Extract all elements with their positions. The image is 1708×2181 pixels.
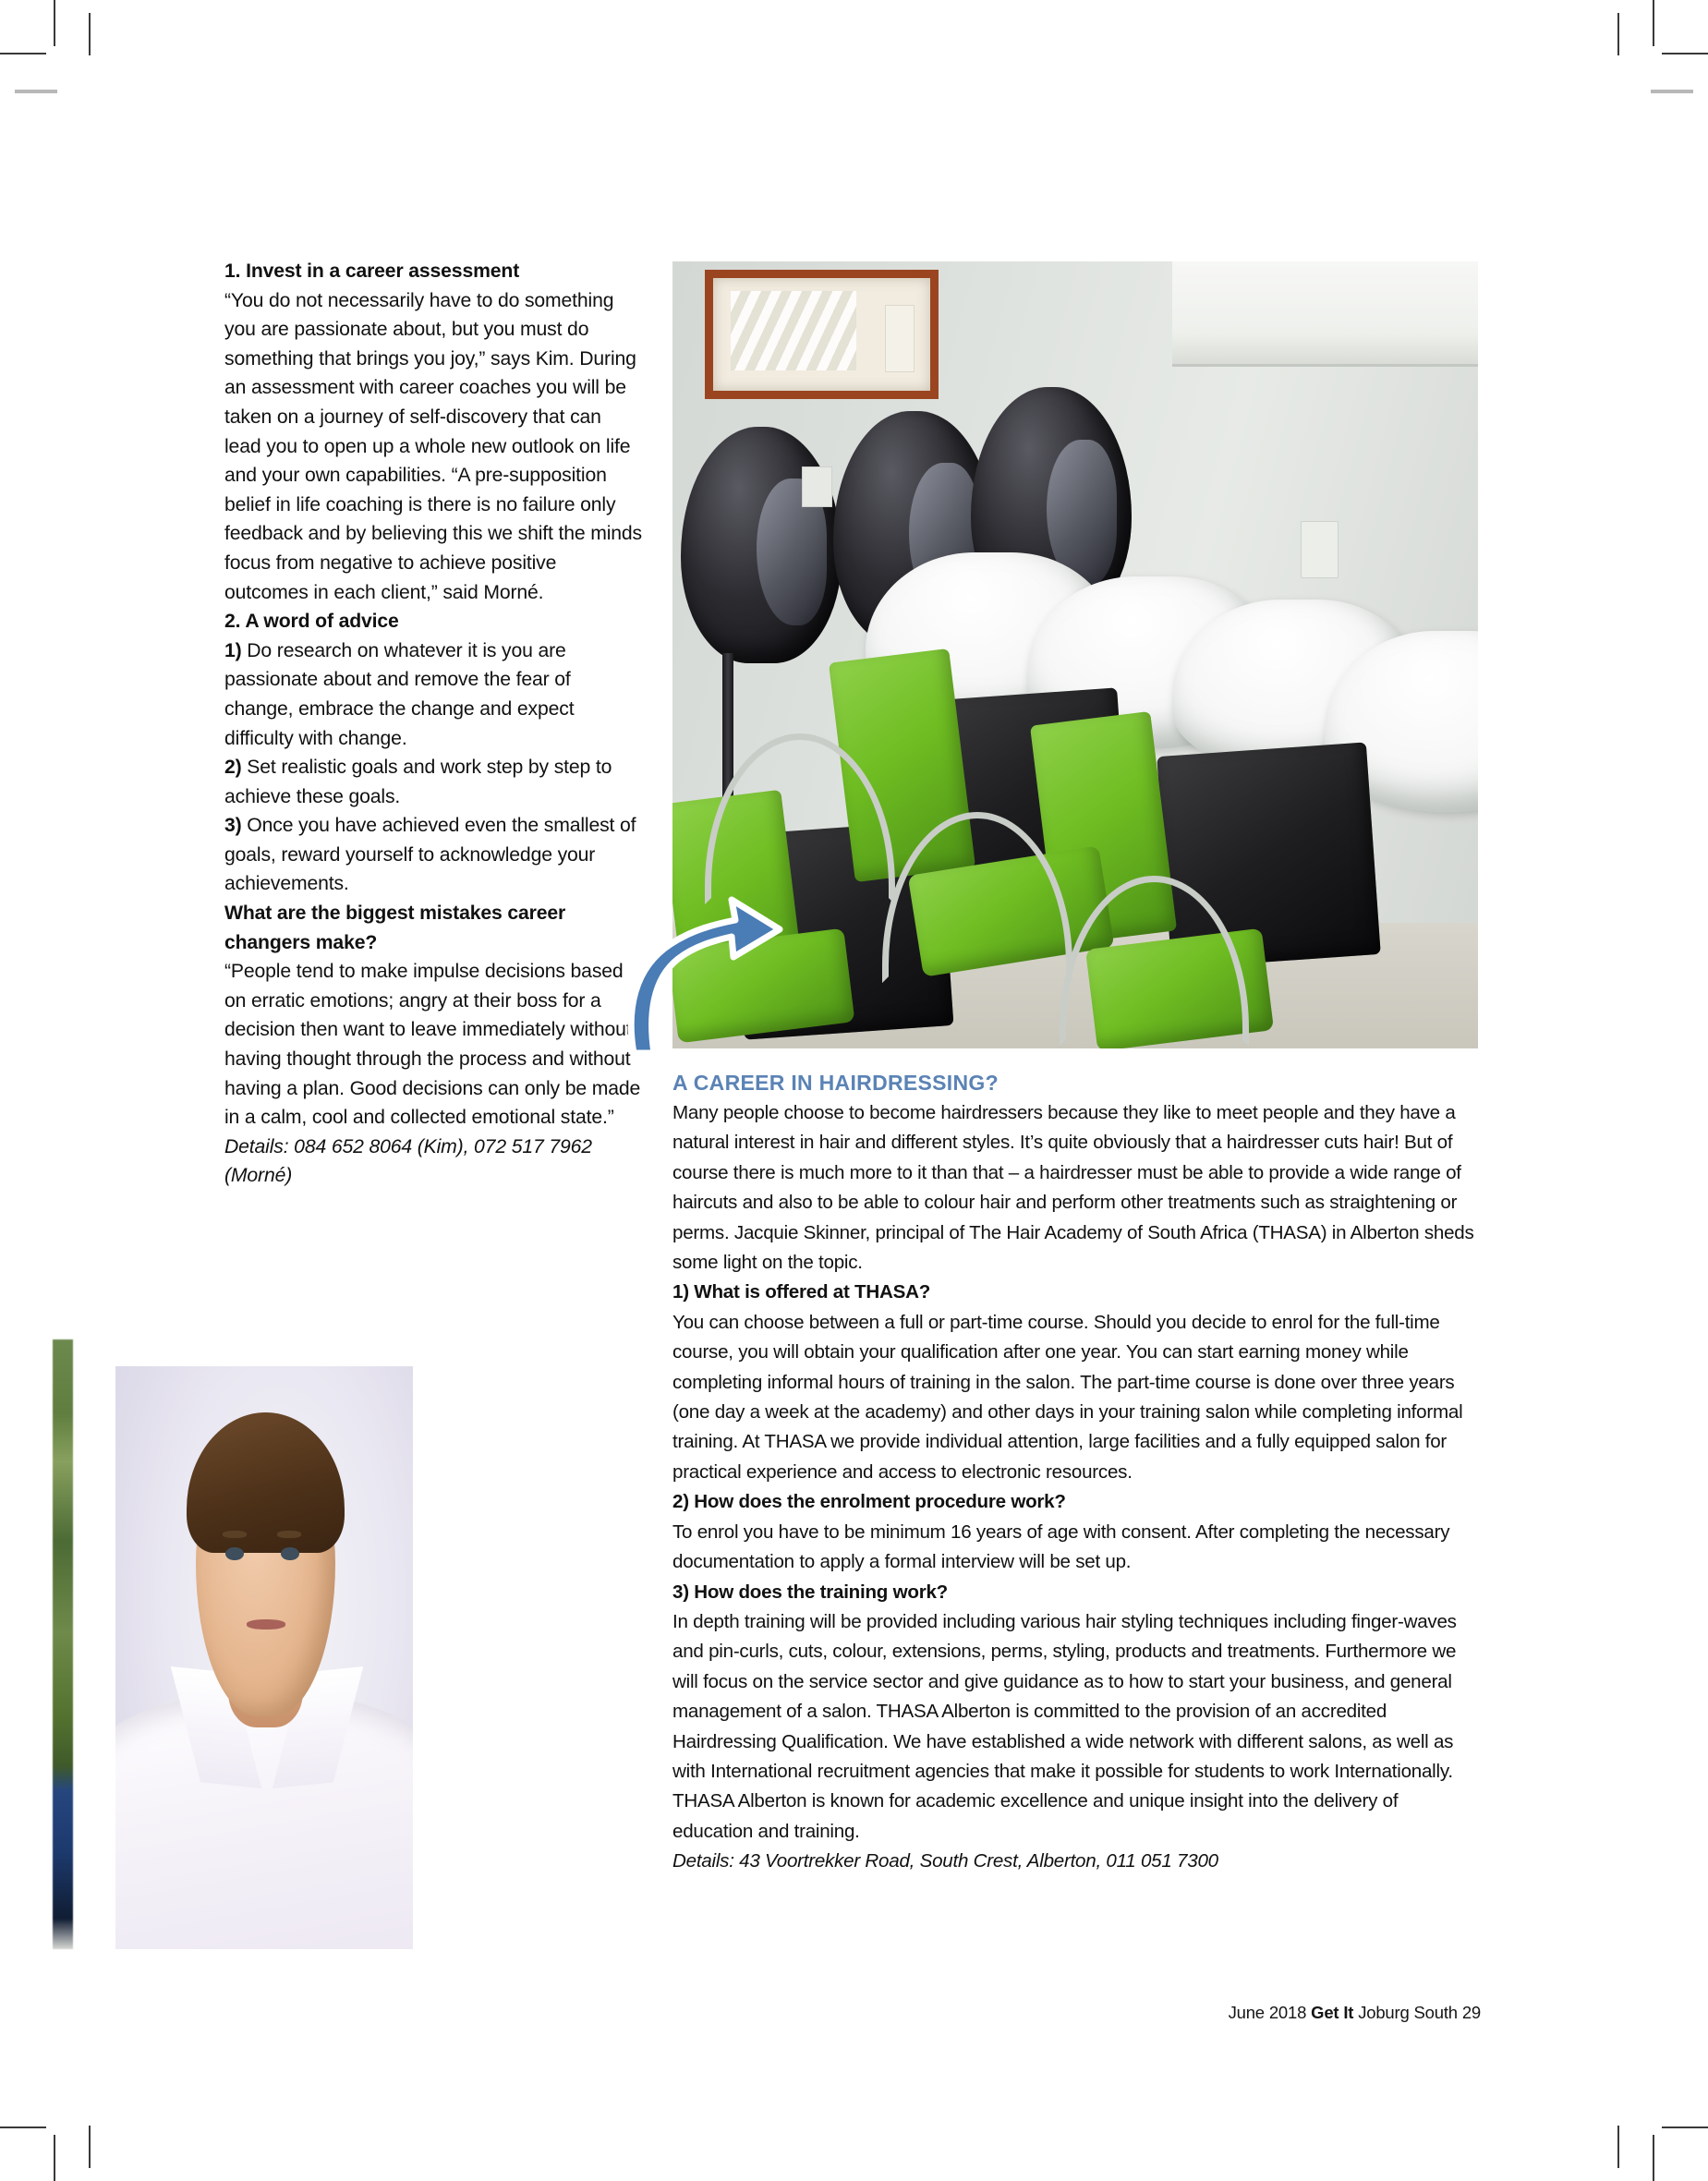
page-footer: [672, 2003, 1481, 2023]
crop-mark-bottom-right-vertical: [1653, 2135, 1654, 2181]
left-advice-item-3: 3) Once you have achieved even the smallest of goals, reward yourself to acknowledge your achievements.: [224, 815, 636, 895]
crop-mark-top-left-horizontal: [0, 53, 46, 55]
crop-mark-bleed-top-left: [89, 13, 91, 55]
left-column-body: [224, 257, 642, 1191]
crop-mark-top-left-vertical: [54, 0, 55, 46]
left-details-line: Details: 084 652 8064 (Kim), 072 517 7962 (Morné): [224, 1135, 592, 1187]
right-answer-q3: In depth training will be provided including various hair styling techniques including finger-waves and pin-curls, cuts, colour, extensions, perms, styling, products and treatments. Furthermore we will focus on the service sector and give guidance as to how to start your business, and general management of a salon. THASA Alberton is committed to the provision of an accredited Hairdressing Qualification. We have established a wide network with different salons, as well as with International recruitment agencies that make it possible for students to work Internationally. THASA Alberton is known for academic excellence and unique insight into the delivery of education and training.: [672, 1610, 1457, 1842]
right-column-body: [672, 1069, 1481, 1877]
wall-socket: [802, 466, 832, 508]
crop-mark-bleed-bottom-left: [89, 2126, 91, 2168]
portrait-eye-right: [281, 1547, 299, 1561]
portrait-shirt: [115, 1692, 413, 1949]
crop-mark-bleed-bottom-right: [1617, 2126, 1619, 2168]
portrait-photo: [115, 1366, 413, 1949]
salon-wall-cabinet: [705, 270, 939, 400]
right-details-line: Details: 43 Voortrekker Road, South Crest, Alberton, 011 051 7300: [672, 1850, 1218, 1872]
right-heading-q2: 2) How does the enrolment procedure work?: [672, 1491, 1066, 1513]
right-heading-q3: 3) How does the training work?: [672, 1581, 948, 1603]
portrait-eye-left: [225, 1547, 244, 1561]
left-advice-item-1: 1) Do research on whatever it is you are passionate about and remove the fear of change, embrace the change and expect difficulty with change.: [224, 639, 575, 749]
right-answer-q2: To enrol you have to be minimum 16 years of age with consent. After completing the necessary documentation to apply a formal interview will be set up.: [672, 1521, 1450, 1573]
footer-month: June 2018: [1228, 2003, 1307, 2022]
footer-page-number: 29: [1461, 2003, 1481, 2022]
crop-mark-grey-top-left: [15, 90, 57, 93]
left-heading-advice: 2. A word of advice: [224, 611, 399, 633]
left-paragraph-mistakes: “People tend to make impulse decisions based on erratic emotions; angry at their boss for a decision then want to leave immediately without having thought through the process and without having a plan. Good decisions can only be made in a calm, cool and collected emotional state.”: [224, 961, 641, 1129]
wall-socket: [1301, 521, 1339, 578]
salon-photo: [672, 261, 1478, 1048]
right-heading-q1: 1) What is offered at THASA?: [672, 1281, 931, 1303]
crop-mark-top-right-vertical: [1653, 0, 1654, 46]
edge-photo-strip: [53, 1339, 73, 1949]
crop-mark-bottom-right-horizontal: [1662, 2126, 1708, 2128]
footer-edition: Joburg South: [1358, 2003, 1458, 2022]
portrait-eyebrow-right: [277, 1531, 301, 1538]
footer-brand: Get It: [1311, 2003, 1354, 2022]
right-column-kicker: A CAREER IN HAIRDRESSING?: [672, 1071, 999, 1095]
crop-mark-grey-top-right: [1651, 90, 1693, 93]
right-paragraph-intro: Many people choose to become hairdressers because they like to meet people and they have a natural interest in hair and different styles. It’s quite obviously that a hairdresser cuts hair! But of course there is much more to it than that – a hairdresser must be able to provide a wide range of haircuts and also to be able to colour hair and perform other treatments such as straightening or perms. Jacquie Skinner, principal of The Hair Academy of South Africa (THASA) in Alberton sheds some light on the topic.: [672, 1102, 1474, 1274]
crop-mark-bottom-left-horizontal: [0, 2126, 46, 2128]
left-heading-mistakes: What are the biggest mistakes career changers make?: [224, 903, 566, 953]
portrait-mouth: [247, 1619, 285, 1629]
left-paragraph-assessment: “You do not necessarily have to do something you are passionate about, but you must do something that brings you joy,” says Kim. During an assessment with career coaches you will be taken on a journey of self-discovery that can lead you to open up a whole new outlook on life and your own capabilities. “A pre-supposition belief in life coaching is there is no failure only feedback and by believing this we shift the minds focus from negative to achieve positive outcomes in each client,” said Morné.: [224, 289, 642, 603]
portrait-eyebrow-left: [223, 1531, 247, 1538]
right-answer-q1: You can choose between a full or part-time course. Should you decide to enrol for the full-time course, you will obtain your qualification after one year. You can start earning money while completing informal hours of training in the salon. The part-time course is done over three years (one day a week at the academy) and other days in your training salon while completing informal training. At THASA we provide individual attention, large facilities and a fully equipped salon for practical experience and access to electronic resources.: [672, 1311, 1463, 1483]
hood-dryer: [681, 427, 842, 663]
crop-mark-bottom-left-vertical: [54, 2135, 55, 2181]
crop-mark-bleed-top-right: [1617, 13, 1619, 55]
salon-window: [1172, 261, 1478, 367]
left-advice-item-2: 2) Set realistic goals and work step by step to achieve these goals.: [224, 757, 612, 807]
left-heading-invest: 1. Invest in a career assessment: [224, 261, 520, 282]
crop-mark-top-right-horizontal: [1662, 53, 1708, 55]
